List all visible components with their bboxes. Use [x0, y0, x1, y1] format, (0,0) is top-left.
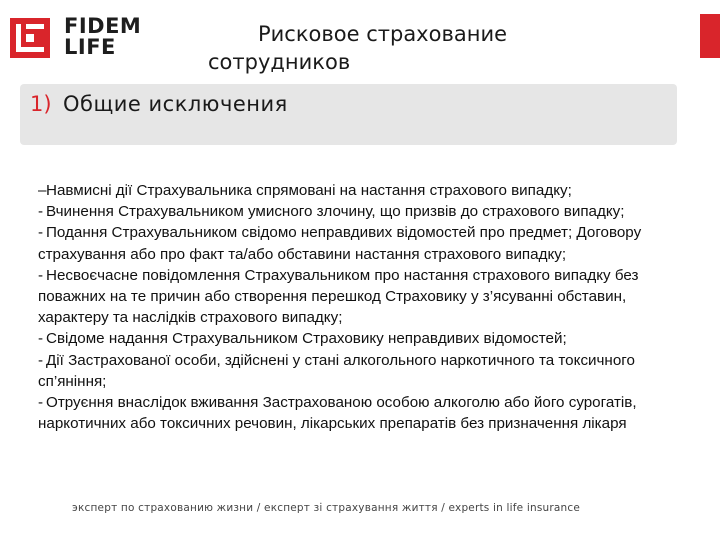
- list-bullet: -: [38, 224, 44, 242]
- exclusions-list: [38, 180, 678, 434]
- page-title: [200, 20, 560, 76]
- fidem-life-logo: [10, 14, 142, 62]
- list-item-text: Отруєння внаслідок вживання Застрахованою особою алкоголю або його сурогатів, наркотичних або токсичних речовин, лікарських препаратів без призначення лікаря: [38, 394, 637, 433]
- section-header: [20, 84, 677, 145]
- list-item-text: Дії Застрахованої особи, здійснені у стані алкогольного наркотичного та токсичного сп’яніння;: [38, 351, 635, 390]
- list-item-text: Подання Страхувальником свідомо неправдивих відомостей про предмет; Договору страхування або про факт та/або обставини настання страхового випадку;: [38, 224, 642, 263]
- list-item-text: Несвоєчасне повідомлення Страхувальником про настання страхового випадку без поважних на те причин або створення перешкод Страховику у з’ясуванні обставин, характеру та наслідків страхового випадку;: [38, 266, 639, 327]
- section-number: 1): [30, 92, 52, 116]
- list-item: [38, 350, 678, 392]
- list-bullet: -: [38, 266, 44, 284]
- list-item: [38, 180, 678, 201]
- list-item: [38, 222, 678, 264]
- list-item-text: Вчинення Страхувальником умисного злочину, що призвів до страхового випадку;: [46, 203, 625, 221]
- logo-text-line2: LIFE: [64, 35, 116, 59]
- list-bullet: -: [38, 351, 44, 369]
- list-item: [38, 328, 678, 349]
- list-bullet: -: [38, 203, 44, 221]
- list-bullet: -: [38, 330, 44, 348]
- list-item: [38, 201, 678, 222]
- page-title-line2: сотрудников: [208, 50, 351, 74]
- list-item-text: Свідоме надання Страхувальником Страховику неправдивих відомостей;: [46, 330, 567, 348]
- logo-text-line1: FIDEM: [64, 14, 142, 38]
- fidem-logo-mark-icon: [10, 18, 50, 58]
- list-bullet: –: [38, 182, 47, 199]
- list-item: [38, 392, 678, 434]
- logo-wordmark: [64, 16, 141, 58]
- list-bullet: -: [38, 394, 44, 412]
- page-title-line1: Рисковое страхование: [258, 22, 508, 46]
- list-item: [38, 265, 678, 329]
- accent-bar: [700, 14, 720, 58]
- list-item-text: Навмисні дії Страхувальника спрямовані на настання страхового випадку;: [46, 182, 572, 199]
- section-title: Общие исключения: [63, 92, 288, 116]
- footer-tagline: эксперт по страхованию жизни / експерт зі страхування життя / experts in life insurance: [72, 502, 580, 514]
